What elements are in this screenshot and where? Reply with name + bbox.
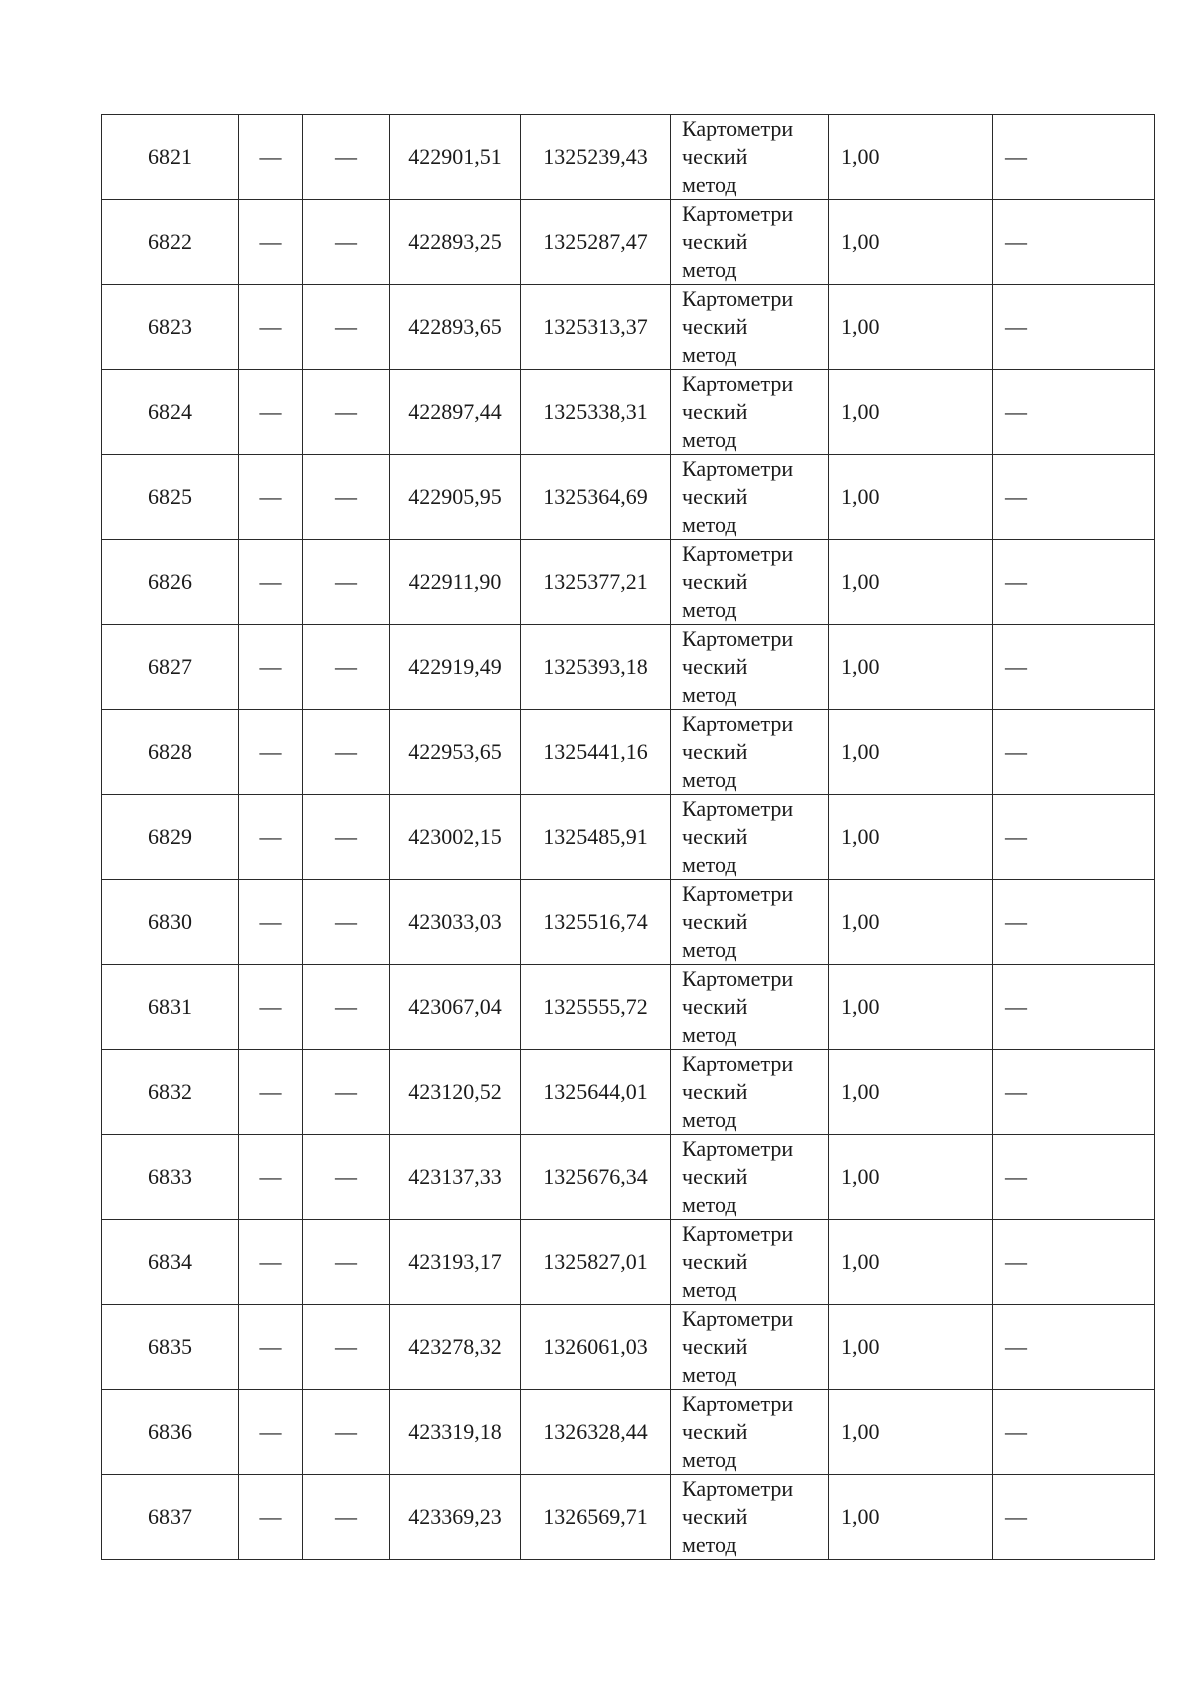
empty-value-cell: —	[303, 540, 390, 625]
coordinate-x-cell: 422901,51	[390, 115, 521, 200]
method-text-line: метод	[682, 1362, 737, 1387]
empty-value-cell: —	[303, 795, 390, 880]
empty-value-cell: —	[239, 965, 303, 1050]
empty-value-cell: —	[303, 1305, 390, 1390]
coordinate-x-cell: 422893,65	[390, 285, 521, 370]
method-cell	[671, 540, 829, 625]
method-text-line: Картометри	[682, 1391, 794, 1416]
coordinate-y-cell: 1325516,74	[521, 880, 671, 965]
coordinate-y-cell: 1325364,69	[521, 455, 671, 540]
method-text-line: метод	[682, 172, 737, 197]
method-text-line: метод	[682, 1447, 737, 1472]
empty-value-cell: —	[239, 370, 303, 455]
description-cell: —	[993, 200, 1155, 285]
description-cell: —	[993, 795, 1155, 880]
coordinate-y-cell: 1325676,34	[521, 1135, 671, 1220]
accuracy-cell: 1,00	[829, 200, 993, 285]
method-text-line: метод	[682, 257, 737, 282]
table-row	[102, 370, 1155, 455]
table-row	[102, 1475, 1155, 1560]
point-number-cell: 6825	[102, 455, 239, 540]
method-text-line: ческий	[682, 314, 748, 339]
method-cell	[671, 880, 829, 965]
point-number-cell: 6828	[102, 710, 239, 795]
method-text-line: ческий	[682, 484, 748, 509]
method-text-line: ческий	[682, 909, 748, 934]
method-text-line: Картометри	[682, 626, 794, 651]
description-cell: —	[993, 540, 1155, 625]
point-number-cell: 6832	[102, 1050, 239, 1135]
accuracy-cell: 1,00	[829, 625, 993, 710]
point-number-cell: 6829	[102, 795, 239, 880]
coordinate-y-cell: 1325393,18	[521, 625, 671, 710]
coordinate-x-cell: 423193,17	[390, 1220, 521, 1305]
empty-value-cell: —	[239, 710, 303, 795]
method-cell	[671, 625, 829, 710]
empty-value-cell: —	[303, 1220, 390, 1305]
method-text-line: метод	[682, 342, 737, 367]
method-text-line: метод	[682, 682, 737, 707]
method-text-line: ческий	[682, 654, 748, 679]
empty-value-cell: —	[239, 625, 303, 710]
method-cell	[671, 1135, 829, 1220]
point-number-cell: 6824	[102, 370, 239, 455]
method-text-line: метод	[682, 852, 737, 877]
accuracy-cell: 1,00	[829, 115, 993, 200]
table-row	[102, 880, 1155, 965]
description-cell: —	[993, 285, 1155, 370]
table-row	[102, 710, 1155, 795]
accuracy-cell: 1,00	[829, 1220, 993, 1305]
empty-value-cell: —	[239, 200, 303, 285]
coordinate-x-cell: 423278,32	[390, 1305, 521, 1390]
method-text-line: ческий	[682, 1164, 748, 1189]
coordinate-y-cell: 1325485,91	[521, 795, 671, 880]
point-number-cell: 6831	[102, 965, 239, 1050]
method-cell	[671, 965, 829, 1050]
empty-value-cell: —	[303, 625, 390, 710]
method-cell	[671, 795, 829, 880]
description-cell: —	[993, 965, 1155, 1050]
method-text-line: Картометри	[682, 711, 794, 736]
method-cell	[671, 1220, 829, 1305]
point-number-cell: 6826	[102, 540, 239, 625]
point-number-cell: 6833	[102, 1135, 239, 1220]
empty-value-cell: —	[303, 1050, 390, 1135]
point-number-cell: 6835	[102, 1305, 239, 1390]
method-text-line: Картометри	[682, 966, 794, 991]
method-cell	[671, 1475, 829, 1560]
point-number-cell: 6821	[102, 115, 239, 200]
method-cell	[671, 115, 829, 200]
coordinate-x-cell: 422919,49	[390, 625, 521, 710]
point-number-cell: 6827	[102, 625, 239, 710]
empty-value-cell: —	[239, 1390, 303, 1475]
empty-value-cell: —	[239, 285, 303, 370]
accuracy-cell: 1,00	[829, 540, 993, 625]
method-text-line: ческий	[682, 824, 748, 849]
empty-value-cell: —	[303, 285, 390, 370]
method-cell	[671, 455, 829, 540]
method-text-line: Картометри	[682, 116, 794, 141]
method-text-line: ческий	[682, 144, 748, 169]
method-cell	[671, 1050, 829, 1135]
coordinate-y-cell: 1326061,03	[521, 1305, 671, 1390]
empty-value-cell: —	[239, 1475, 303, 1560]
description-cell: —	[993, 1305, 1155, 1390]
description-cell: —	[993, 1220, 1155, 1305]
description-cell: —	[993, 1135, 1155, 1220]
description-cell: —	[993, 115, 1155, 200]
empty-value-cell: —	[303, 1475, 390, 1560]
coordinate-y-cell: 1325555,72	[521, 965, 671, 1050]
method-text-line: Картометри	[682, 1306, 794, 1331]
accuracy-cell: 1,00	[829, 1135, 993, 1220]
empty-value-cell: —	[303, 1135, 390, 1220]
method-text-line: ческий	[682, 1079, 748, 1104]
point-number-cell: 6823	[102, 285, 239, 370]
coordinate-y-cell: 1325239,43	[521, 115, 671, 200]
method-text-line: Картометри	[682, 456, 794, 481]
method-text-line: Картометри	[682, 286, 794, 311]
method-text-line: метод	[682, 512, 737, 537]
method-text-line: Картометри	[682, 1051, 794, 1076]
table-row	[102, 625, 1155, 710]
coordinate-y-cell: 1325441,16	[521, 710, 671, 795]
accuracy-cell: 1,00	[829, 795, 993, 880]
method-cell	[671, 710, 829, 795]
coordinate-x-cell: 423033,03	[390, 880, 521, 965]
method-text-line: метод	[682, 937, 737, 962]
accuracy-cell: 1,00	[829, 880, 993, 965]
coordinate-y-cell: 1325644,01	[521, 1050, 671, 1135]
point-number-cell: 6836	[102, 1390, 239, 1475]
table-row	[102, 200, 1155, 285]
method-cell	[671, 285, 829, 370]
method-cell	[671, 370, 829, 455]
accuracy-cell: 1,00	[829, 1305, 993, 1390]
accuracy-cell: 1,00	[829, 965, 993, 1050]
method-text-line: метод	[682, 1192, 737, 1217]
method-text-line: Картометри	[682, 1221, 794, 1246]
empty-value-cell: —	[239, 455, 303, 540]
method-text-line: ческий	[682, 399, 748, 424]
empty-value-cell: —	[303, 1390, 390, 1475]
description-cell: —	[993, 455, 1155, 540]
table-row	[102, 1390, 1155, 1475]
table-row	[102, 1135, 1155, 1220]
empty-value-cell: —	[303, 710, 390, 795]
coordinate-x-cell: 422911,90	[390, 540, 521, 625]
table-row	[102, 285, 1155, 370]
table-row	[102, 795, 1155, 880]
method-text-line: метод	[682, 1277, 737, 1302]
description-cell: —	[993, 1475, 1155, 1560]
accuracy-cell: 1,00	[829, 455, 993, 540]
method-text-line: ческий	[682, 1334, 748, 1359]
accuracy-cell: 1,00	[829, 370, 993, 455]
coordinate-x-cell: 422953,65	[390, 710, 521, 795]
coordinate-x-cell: 423002,15	[390, 795, 521, 880]
point-number-cell: 6822	[102, 200, 239, 285]
empty-value-cell: —	[303, 965, 390, 1050]
method-text-line: Картометри	[682, 1476, 794, 1501]
empty-value-cell: —	[303, 370, 390, 455]
method-text-line: метод	[682, 767, 737, 792]
table-row	[102, 115, 1155, 200]
method-text-line: ческий	[682, 739, 748, 764]
description-cell: —	[993, 1050, 1155, 1135]
coordinate-x-cell: 422905,95	[390, 455, 521, 540]
table-row	[102, 1305, 1155, 1390]
table-row	[102, 965, 1155, 1050]
description-cell: —	[993, 880, 1155, 965]
method-text-line: метод	[682, 1532, 737, 1557]
empty-value-cell: —	[303, 115, 390, 200]
coordinate-y-cell: 1325313,37	[521, 285, 671, 370]
coordinate-x-cell: 423067,04	[390, 965, 521, 1050]
method-text-line: ческий	[682, 1419, 748, 1444]
accuracy-cell: 1,00	[829, 285, 993, 370]
empty-value-cell: —	[239, 115, 303, 200]
empty-value-cell: —	[239, 1050, 303, 1135]
empty-value-cell: —	[239, 540, 303, 625]
method-cell	[671, 200, 829, 285]
empty-value-cell: —	[239, 1135, 303, 1220]
method-text-line: Картометри	[682, 1136, 794, 1161]
coordinate-y-cell: 1326569,71	[521, 1475, 671, 1560]
coordinate-y-cell: 1326328,44	[521, 1390, 671, 1475]
method-text-line: метод	[682, 597, 737, 622]
accuracy-cell: 1,00	[829, 1390, 993, 1475]
method-text-line: ческий	[682, 569, 748, 594]
table-row	[102, 1220, 1155, 1305]
accuracy-cell: 1,00	[829, 710, 993, 795]
table-body	[102, 115, 1155, 1560]
empty-value-cell: —	[239, 880, 303, 965]
coordinate-y-cell: 1325287,47	[521, 200, 671, 285]
coordinate-x-cell: 423319,18	[390, 1390, 521, 1475]
method-text-line: ческий	[682, 1249, 748, 1274]
empty-value-cell: —	[239, 1305, 303, 1390]
accuracy-cell: 1,00	[829, 1475, 993, 1560]
table-row	[102, 1050, 1155, 1135]
coordinate-x-cell: 423120,52	[390, 1050, 521, 1135]
method-text-line: Картометри	[682, 541, 794, 566]
table-row	[102, 455, 1155, 540]
description-cell: —	[993, 625, 1155, 710]
method-text-line: метод	[682, 1107, 737, 1132]
accuracy-cell: 1,00	[829, 1050, 993, 1135]
point-number-cell: 6834	[102, 1220, 239, 1305]
method-text-line: метод	[682, 427, 737, 452]
empty-value-cell: —	[303, 455, 390, 540]
coordinate-x-cell: 422897,44	[390, 370, 521, 455]
method-cell	[671, 1305, 829, 1390]
method-text-line: метод	[682, 1022, 737, 1047]
description-cell: —	[993, 1390, 1155, 1475]
method-text-line: Картометри	[682, 881, 794, 906]
description-cell: —	[993, 370, 1155, 455]
coordinate-y-cell: 1325827,01	[521, 1220, 671, 1305]
empty-value-cell: —	[239, 1220, 303, 1305]
method-text-line: Картометри	[682, 371, 794, 396]
empty-value-cell: —	[303, 200, 390, 285]
empty-value-cell: —	[303, 880, 390, 965]
coordinate-x-cell: 423369,23	[390, 1475, 521, 1560]
point-number-cell: 6837	[102, 1475, 239, 1560]
method-cell	[671, 1390, 829, 1475]
method-text-line: ческий	[682, 994, 748, 1019]
method-text-line: Картометри	[682, 201, 794, 226]
coordinate-y-cell: 1325377,21	[521, 540, 671, 625]
coordinate-x-cell: 422893,25	[390, 200, 521, 285]
method-text-line: Картометри	[682, 796, 794, 821]
method-text-line: ческий	[682, 1504, 748, 1529]
coordinates-table	[101, 114, 1155, 1560]
method-text-line: ческий	[682, 229, 748, 254]
coordinate-x-cell: 423137,33	[390, 1135, 521, 1220]
point-number-cell: 6830	[102, 880, 239, 965]
table-row	[102, 540, 1155, 625]
description-cell: —	[993, 710, 1155, 795]
coordinate-y-cell: 1325338,31	[521, 370, 671, 455]
empty-value-cell: —	[239, 795, 303, 880]
